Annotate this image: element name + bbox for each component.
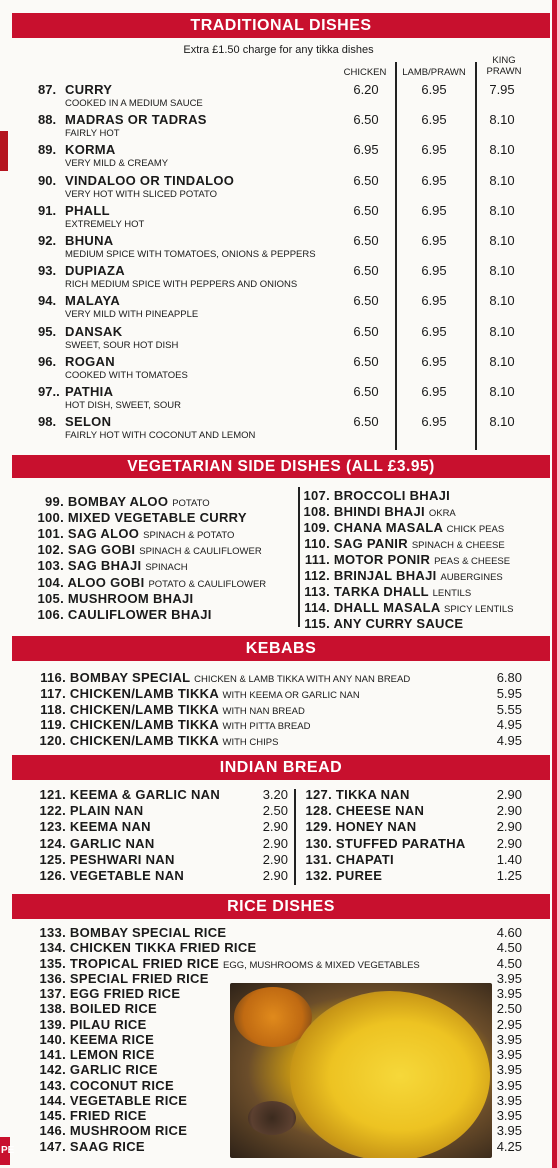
bread-item (292, 803, 424, 818)
item-note: SPINACH & CHEESE (411, 540, 505, 551)
item-number: 130. (305, 835, 332, 851)
item-number: 102. (37, 542, 64, 558)
price-chicken: 6.50 (353, 112, 379, 128)
item-price: 3.95 (496, 1031, 522, 1047)
bread-item (14, 868, 184, 883)
item-price: 2.90 (262, 819, 288, 835)
bread-item (14, 803, 143, 818)
item-name: SAG ALOO (67, 526, 140, 542)
item-note: PEAS & CHEESE (434, 556, 511, 567)
price-chicken: 6.50 (353, 172, 379, 188)
price-lamb-prawn: 6.95 (421, 112, 447, 128)
item-number: 99. (45, 494, 64, 509)
item-number: 114. (304, 600, 330, 615)
item-price: 4.25 (496, 1138, 522, 1154)
item-note: WITH KEEMA OR GARLIC NAN (222, 689, 360, 701)
item-number: 125. (39, 851, 66, 867)
item-price: 3.95 (496, 1123, 522, 1139)
indian-bread-banner: INDIAN BREAD (12, 755, 550, 780)
vegetarian-banner: VEGETARIAN SIDE DISHES (ALL £3.95) (12, 455, 550, 478)
item-number: 147. (39, 1138, 66, 1154)
price-chicken: 6.50 (353, 233, 379, 248)
item-number: 143. (39, 1077, 66, 1093)
item-note: SPINACH (145, 562, 188, 574)
item-name: CHICKEN/LAMB TIKKA (69, 717, 219, 733)
dish-description: MEDIUM SPICE WITH TOMATOES, ONIONS & PEPPERS (65, 249, 316, 260)
rice-item (14, 956, 420, 971)
veg-item (20, 494, 210, 509)
kebab-item (16, 717, 310, 732)
item-number: 109. (303, 520, 330, 535)
item-price: 2.90 (496, 803, 522, 819)
price-lamb-prawn: 6.95 (421, 414, 447, 430)
item-name: MOTOR PONIR (333, 552, 431, 567)
rice-item (14, 1093, 187, 1108)
item-name: TROPICAL FRIED RICE (69, 955, 220, 971)
kebab-item (16, 733, 278, 748)
item-number: 144. (39, 1092, 66, 1108)
dish-name: KORMA (65, 142, 116, 158)
item-number: 100. (37, 510, 64, 526)
item-price: 5.55 (496, 701, 522, 717)
price-chicken: 6.50 (353, 293, 379, 309)
item-price: 1.25 (496, 868, 522, 883)
dish-description: SWEET, SOUR HOT DISH (65, 339, 179, 351)
item-number: 111. (304, 552, 330, 567)
item-name: PLAIN NAN (69, 803, 144, 819)
dish-row (0, 354, 557, 384)
item-name: PESHWARI NAN (69, 851, 175, 867)
item-name: ALOO GOBI (67, 574, 145, 590)
item-number: 120. (39, 733, 66, 749)
dish-description: VERY HOT WITH SLICED POTATO (65, 188, 218, 200)
price-king-prawn: 7.95 (489, 82, 515, 97)
kebab-item (16, 670, 410, 685)
veg-item (20, 591, 193, 606)
item-number: 117. (40, 685, 66, 701)
item-note: OKRA (428, 508, 456, 519)
rice-item (14, 1108, 147, 1123)
item-number: 133. (39, 925, 66, 940)
item-name: BOMBAY SPECIAL (69, 670, 191, 685)
item-name: CHAPATI (335, 851, 394, 867)
price-lamb-prawn: 6.95 (421, 82, 447, 97)
item-number: 139. (39, 1016, 66, 1032)
item-name: DHALL MASALA (333, 600, 441, 615)
bread-item (14, 819, 151, 834)
dish-row (0, 324, 557, 354)
item-note: LENTILS (432, 588, 472, 599)
veg-item (290, 616, 463, 631)
item-name: VEGETABLE RICE (69, 1092, 188, 1108)
rice-item (14, 1062, 158, 1077)
item-price: 3.95 (496, 986, 522, 1001)
bread-item (14, 787, 220, 802)
price-lamb-prawn: 6.95 (421, 384, 447, 399)
item-name: CHEESE NAN (335, 803, 425, 819)
dish-number: 91. (38, 202, 57, 218)
price-king-prawn: 8.10 (489, 323, 515, 339)
dish-number: 93. (38, 263, 57, 279)
rice-item (14, 1047, 155, 1062)
rice-item (14, 971, 209, 986)
dish-number: 96. (38, 353, 57, 369)
item-name: TIKKA NAN (335, 787, 410, 802)
dish-row (0, 203, 557, 233)
price-chicken: 6.50 (353, 384, 379, 399)
item-name: CHICKEN TIKKA FRIED RICE (69, 940, 257, 956)
price-king-prawn: 8.10 (489, 353, 515, 369)
dish-number: 87. (38, 82, 57, 97)
dish-description: VERY MILD WITH PINEAPPLE (65, 309, 199, 321)
dish-name: MALAYA (65, 293, 121, 309)
item-number: 128. (305, 803, 332, 819)
item-price: 3.95 (496, 1062, 522, 1078)
item-name: COCONUT RICE (69, 1077, 174, 1093)
item-price: 3.95 (496, 1092, 522, 1108)
item-name: CAULIFLOWER BHAJI (67, 606, 212, 622)
price-chicken: 6.50 (353, 263, 379, 279)
dish-name: PATHIA (65, 384, 114, 399)
dish-number: 92. (38, 233, 57, 248)
item-note: WITH PITTA BREAD (222, 721, 311, 733)
veg-item (20, 510, 247, 525)
item-name: BHINDI BHAJI (333, 504, 425, 519)
item-name: GARLIC NAN (69, 835, 155, 851)
dish-number: 88. (38, 112, 57, 128)
item-price: 4.95 (496, 717, 522, 733)
dish-row (0, 233, 557, 263)
item-number: 118. (40, 701, 66, 717)
price-king-prawn: 8.10 (489, 293, 515, 309)
item-name: FRIED RICE (69, 1108, 147, 1123)
item-number: 123. (39, 819, 66, 835)
dish-description: EXTREMELY HOT (65, 218, 145, 230)
rice-bowl-photo (230, 983, 492, 1158)
price-chicken: 6.50 (353, 202, 379, 218)
item-number: 134. (39, 940, 66, 956)
item-number: 103. (37, 558, 64, 574)
item-price: 3.95 (496, 1077, 522, 1093)
rice-item (14, 1001, 157, 1016)
item-number: 142. (39, 1062, 66, 1078)
item-number: 115. (304, 616, 330, 631)
item-number: 121. (39, 787, 66, 802)
dish-name: DUPIAZA (65, 263, 125, 279)
dish-name: MADRAS OR TADRAS (65, 112, 207, 128)
col-header-king-prawn: KING PRAWN (486, 55, 522, 77)
item-name: SAG PANIR (333, 536, 408, 551)
item-number: 146. (39, 1123, 66, 1139)
item-number: 119. (40, 717, 66, 733)
dish-row (0, 173, 557, 203)
item-number: 137. (39, 986, 66, 1001)
veg-item (20, 558, 188, 573)
item-name: SAG GOBI (67, 542, 136, 558)
price-lamb-prawn: 6.95 (421, 293, 447, 309)
veg-item (20, 607, 212, 622)
price-king-prawn: 8.10 (489, 142, 515, 158)
dish-name: PHALL (65, 202, 110, 218)
dish-name: BHUNA (65, 233, 114, 248)
price-king-prawn: 8.10 (489, 112, 515, 128)
item-price: 5.95 (496, 685, 522, 701)
item-name: BOMBAY SPECIAL RICE (69, 925, 227, 940)
dish-name: DANSAK (65, 323, 123, 339)
dish-row (0, 414, 557, 444)
item-number: 116. (40, 670, 66, 685)
item-name: PUREE (335, 868, 383, 883)
item-price: 2.95 (496, 1016, 522, 1032)
item-price: 4.50 (496, 955, 522, 971)
item-note: EGG, MUSHROOMS & MIXED VEGETABLES (223, 959, 420, 971)
item-number: 107. (303, 488, 330, 503)
rice-item (14, 1123, 187, 1138)
veg-item (290, 504, 456, 519)
item-number: 136. (39, 970, 66, 986)
item-note: WITH NAN BREAD (222, 705, 305, 717)
item-number: 106. (37, 606, 64, 622)
item-price: 2.90 (496, 819, 522, 835)
item-name: BRINJAL BHAJI (333, 568, 437, 583)
veg-item (20, 575, 266, 590)
rice-item (14, 940, 256, 955)
price-lamb-prawn: 6.95 (421, 172, 447, 188)
item-name: BOILED RICE (69, 1001, 158, 1017)
dish-number: 94. (38, 293, 57, 309)
dish-row (0, 112, 557, 142)
rice-item (14, 925, 226, 940)
rice-dishes-banner: RICE DISHES (12, 894, 550, 919)
item-name: HONEY NAN (335, 819, 417, 835)
dish-number: 89. (38, 142, 57, 158)
price-chicken: 6.50 (353, 353, 379, 369)
item-name: KEEMA & GARLIC NAN (69, 787, 221, 802)
bread-item (292, 787, 410, 802)
veg-item (290, 536, 505, 551)
dish-row (0, 384, 557, 414)
dish-description: FAIRLY HOT WITH COCONUT AND LEMON (65, 430, 256, 442)
item-price: 1.40 (496, 851, 522, 867)
item-number: 141. (39, 1047, 66, 1062)
dish-row (0, 82, 557, 112)
item-note: SPINACH & CAULIFLOWER (139, 546, 262, 558)
dish-description: VERY MILD & CREAMY (65, 158, 169, 170)
item-number: 129. (305, 819, 332, 835)
col-header-lamb-prawn: LAMB/PRAWN (402, 67, 466, 78)
veg-item (20, 542, 262, 557)
veg-item (20, 526, 234, 541)
page-edge-tab: PE (0, 1137, 10, 1165)
traditional-dishes-banner: TRADITIONAL DISHES (12, 13, 550, 38)
item-price: 2.90 (262, 835, 288, 851)
item-number: 126. (39, 868, 66, 883)
item-name: LEMON RICE (69, 1047, 155, 1062)
item-price: 6.80 (496, 670, 522, 685)
item-price: 2.50 (496, 1001, 522, 1017)
item-name: BROCCOLI BHAJI (333, 488, 451, 503)
item-number: 127. (305, 787, 332, 802)
item-number: 140. (39, 1031, 66, 1047)
veg-item (290, 488, 450, 503)
kebab-item (16, 702, 305, 717)
kebab-item (16, 686, 360, 701)
dish-row (0, 263, 557, 293)
col-header-chicken: CHICKEN (343, 67, 387, 78)
item-name: BOMBAY ALOO (67, 494, 169, 509)
item-note: SPINACH & POTATO (143, 530, 235, 542)
price-king-prawn: 8.10 (489, 233, 515, 248)
item-price: 3.95 (496, 1108, 522, 1123)
price-chicken: 6.50 (353, 414, 379, 430)
dish-name: SELON (65, 414, 112, 430)
item-name: ANY CURRY SAUCE (333, 616, 464, 631)
item-note: POTATO (172, 498, 210, 509)
item-price: 2.90 (262, 851, 288, 867)
item-price: 3.20 (262, 787, 288, 802)
item-number: 112. (304, 568, 330, 583)
bread-item (14, 852, 175, 867)
veg-item (290, 584, 471, 599)
price-lamb-prawn: 6.95 (421, 323, 447, 339)
price-chicken: 6.95 (353, 142, 379, 158)
item-name: MIXED VEGETABLE CURRY (67, 510, 247, 526)
bread-item (292, 868, 382, 883)
dish-description: RICH MEDIUM SPICE WITH PEPPERS AND ONIONS (65, 279, 298, 291)
item-note: AUBERGINES (440, 572, 503, 583)
dish-description: HOT DISH, SWEET, SOUR (65, 400, 181, 411)
rice-item (14, 1078, 174, 1093)
dish-number: 90. (38, 172, 57, 188)
item-name: TARKA DHALL (333, 584, 429, 599)
item-price: 3.95 (496, 970, 522, 986)
price-lamb-prawn: 6.95 (421, 202, 447, 218)
dish-number: 95. (38, 323, 57, 339)
rice-item (14, 1139, 145, 1154)
item-note: CHICKEN & LAMB TIKKA WITH ANY NAN BREAD (194, 674, 411, 685)
dish-row (0, 142, 557, 172)
item-number: 122. (39, 803, 66, 819)
item-name: CHICKEN/LAMB TIKKA (69, 733, 219, 749)
rice-item (14, 986, 180, 1001)
item-name: KEEMA NAN (69, 819, 151, 835)
item-note: WITH CHIPS (222, 737, 279, 749)
bread-item (292, 852, 394, 867)
rice-bowl-image (290, 991, 490, 1158)
item-number: 135. (39, 955, 66, 971)
veg-item (290, 600, 514, 615)
item-name: SPECIAL FRIED RICE (69, 970, 209, 986)
item-price: 3.95 (496, 1047, 522, 1062)
item-price: 2.90 (496, 787, 522, 802)
item-note: CHICK PEAS (446, 524, 505, 535)
item-number: 132. (305, 868, 332, 883)
item-name: KEEMA RICE (69, 1031, 155, 1047)
item-note: POTATO & CAULIFLOWER (148, 578, 267, 590)
tikka-charge-note: Extra £1.50 charge for any tikka dishes (183, 44, 374, 56)
item-name: CHICKEN/LAMB TIKKA (69, 685, 219, 701)
item-name: CHICKEN/LAMB TIKKA (69, 701, 219, 717)
item-name: MUSHROOM BHAJI (67, 590, 194, 606)
item-number: 101. (37, 526, 64, 542)
rice-item (14, 1032, 154, 1047)
price-lamb-prawn: 6.95 (421, 142, 447, 158)
item-price: 4.50 (496, 940, 522, 956)
item-name: MUSHROOM RICE (69, 1123, 188, 1139)
item-number: 113. (304, 584, 330, 599)
price-lamb-prawn: 6.95 (421, 353, 447, 369)
item-name: VEGETABLE NAN (69, 868, 185, 883)
bread-item (14, 836, 155, 851)
item-price: 4.95 (496, 733, 522, 749)
bread-item (292, 836, 466, 851)
item-name: GARLIC RICE (69, 1062, 158, 1078)
veg-item (290, 568, 503, 583)
price-king-prawn: 8.10 (489, 384, 515, 399)
item-name: SAAG RICE (69, 1138, 145, 1154)
item-name: EGG FRIED RICE (69, 986, 181, 1001)
spoon-image (248, 1101, 296, 1135)
item-name: STUFFED PARATHA (335, 835, 466, 851)
dish-name: VINDALOO OR TINDALOO (65, 172, 235, 188)
price-king-prawn: 8.10 (489, 172, 515, 188)
dish-name: ROGAN (65, 353, 115, 369)
dish-number: 98. (38, 414, 57, 430)
veg-item (290, 552, 510, 567)
item-number: 145. (39, 1108, 66, 1123)
item-name: SAG BHAJI (67, 558, 142, 574)
item-number: 110. (304, 536, 330, 551)
item-price: 4.60 (496, 925, 522, 940)
dish-description: COOKED WITH TOMATOES (65, 369, 188, 381)
dish-description: FAIRLY HOT (65, 128, 120, 140)
item-number: 138. (39, 1001, 66, 1017)
price-king-prawn: 8.10 (489, 263, 515, 279)
dish-number: 97.. (38, 384, 60, 399)
price-lamb-prawn: 6.95 (421, 263, 447, 279)
dish-name: CURRY (65, 82, 113, 97)
item-price: 2.90 (262, 868, 288, 883)
dish-description: COOKED IN A MEDIUM SAUCE (65, 98, 203, 109)
item-number: 105. (37, 590, 64, 606)
item-number: 108. (303, 504, 330, 519)
item-note: SPICY LENTILS (444, 604, 514, 615)
veg-item (290, 520, 504, 535)
price-king-prawn: 8.10 (489, 414, 515, 430)
bread-item (292, 819, 416, 834)
dish-row (0, 293, 557, 323)
item-price: 2.90 (496, 835, 522, 851)
price-chicken: 6.20 (353, 82, 379, 97)
price-chicken: 6.50 (353, 323, 379, 339)
item-name: PILAU RICE (69, 1016, 147, 1032)
item-number: 104. (37, 574, 64, 590)
rice-item (14, 1017, 147, 1032)
item-number: 131. (305, 851, 332, 867)
item-price: 2.50 (262, 803, 288, 819)
price-king-prawn: 8.10 (489, 202, 515, 218)
item-number: 124. (39, 835, 66, 851)
price-lamb-prawn: 6.95 (421, 233, 447, 248)
kebabs-banner: KEBABS (12, 636, 550, 661)
item-name: CHANA MASALA (333, 520, 443, 535)
